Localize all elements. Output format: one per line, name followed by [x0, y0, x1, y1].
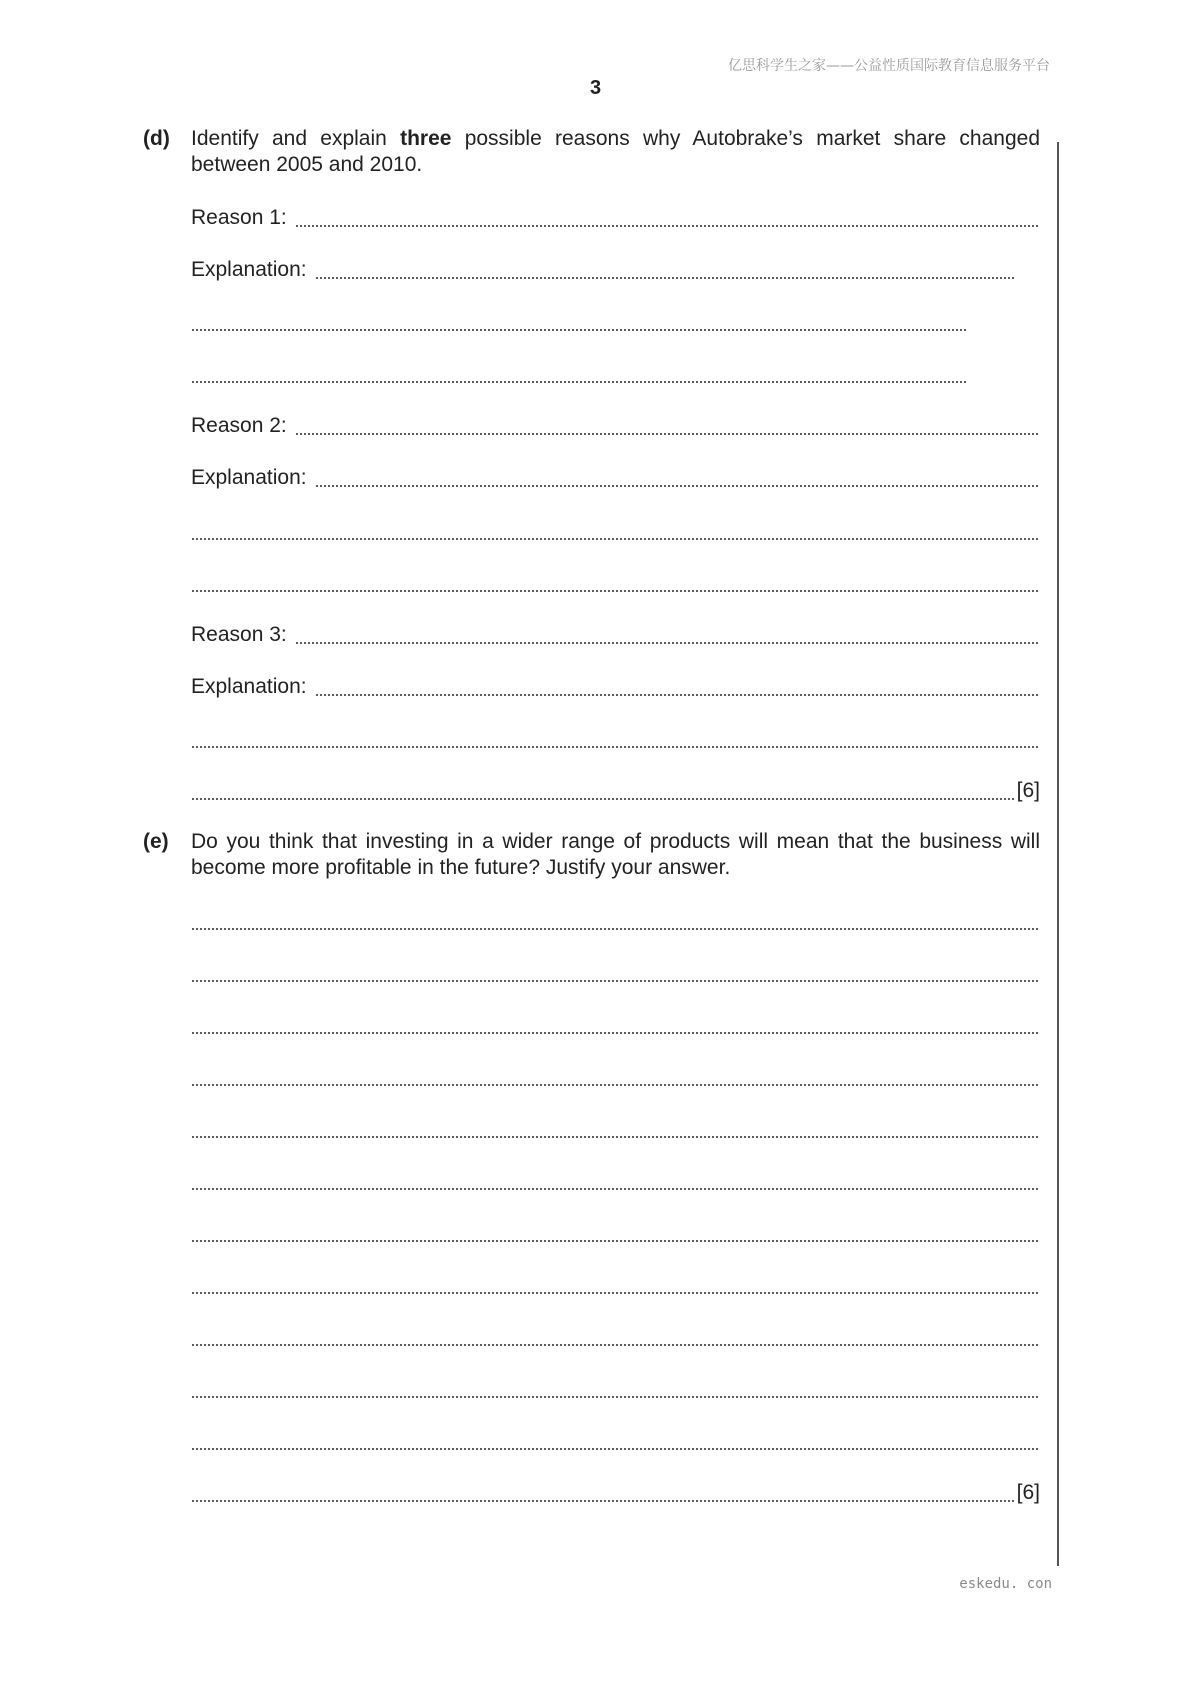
answer-line-with-marks[interactable]	[191, 1480, 1040, 1506]
answer-line[interactable]	[191, 1428, 1040, 1454]
question-d-text-before: Identify and explain	[191, 127, 401, 150]
question-d-label: (d)	[143, 127, 170, 150]
answer-dots	[191, 361, 966, 387]
answer-line[interactable]	[191, 726, 1040, 752]
answer-dots	[315, 674, 1040, 700]
margin-rule	[1057, 142, 1059, 1566]
question-d-text-bold: three	[400, 127, 452, 150]
answer-dots	[191, 778, 1014, 804]
question-e-text: Do you think that investing in a wider range of products will mean that the business will become more profitable in the future? Justify your answer.	[191, 830, 1040, 879]
answer-dots	[191, 1428, 1040, 1454]
answer-line[interactable]	[191, 1064, 1040, 1090]
question-d-text-after: possible reasons why Autobrake’s market share changed between 2005 and 2010.	[191, 127, 1040, 176]
answer-dots	[191, 1116, 1040, 1142]
answer-dots	[295, 205, 1040, 231]
answer-line[interactable]	[191, 309, 966, 335]
answer-dots	[315, 257, 1014, 283]
reason-3-label: Reason 3:	[191, 623, 287, 646]
answer-dots	[191, 960, 1040, 986]
answer-dots	[191, 908, 1040, 934]
answer-line[interactable]	[191, 960, 1040, 986]
watermark-text: 亿思科学生之家——公益性质国际教育信息服务平台	[728, 58, 1050, 74]
answer-dots	[191, 570, 1040, 596]
reason-3-line[interactable]	[191, 622, 1040, 648]
explanation-3-label: Explanation:	[191, 675, 307, 698]
answer-dots	[191, 1220, 1040, 1246]
question-e-label: (e)	[143, 830, 169, 853]
answer-dots	[191, 1272, 1040, 1298]
explanation-1-line[interactable]	[191, 257, 1014, 283]
reason-2-line[interactable]	[191, 413, 1040, 439]
page-number: 3	[589, 77, 602, 99]
answer-line[interactable]	[191, 1324, 1040, 1350]
marks-e: [6]	[1016, 1481, 1040, 1504]
answer-dots	[191, 309, 966, 335]
answer-line[interactable]	[191, 1168, 1040, 1194]
reason-1-line[interactable]	[191, 205, 1040, 231]
answer-line-with-marks[interactable]	[191, 778, 1040, 804]
answer-line[interactable]	[191, 1116, 1040, 1142]
explanation-2-line[interactable]	[191, 465, 1040, 491]
answer-dots	[191, 1376, 1040, 1402]
answer-line[interactable]	[191, 1012, 1040, 1038]
reason-1-label: Reason 1:	[191, 206, 287, 229]
reason-2-label: Reason 2:	[191, 414, 287, 437]
answer-line[interactable]	[191, 361, 966, 387]
answer-line[interactable]	[191, 1272, 1040, 1298]
question-d	[143, 126, 1040, 178]
answer-dots	[295, 413, 1040, 439]
explanation-3-line[interactable]	[191, 674, 1040, 700]
answer-line[interactable]	[191, 518, 1040, 544]
answer-line[interactable]	[191, 1376, 1040, 1402]
answer-dots	[191, 726, 1040, 752]
answer-dots	[191, 518, 1040, 544]
answer-dots	[191, 1168, 1040, 1194]
answer-dots	[295, 622, 1040, 648]
footer-site: eskedu. con	[959, 1576, 1052, 1592]
answer-dots	[191, 1480, 1014, 1506]
question-d-text	[191, 126, 1040, 178]
answer-dots	[191, 1012, 1040, 1038]
answer-dots	[191, 1064, 1040, 1090]
answer-dots	[315, 465, 1040, 491]
marks-d: [6]	[1016, 779, 1040, 802]
explanation-1-label: Explanation:	[191, 258, 307, 281]
explanation-2-label: Explanation:	[191, 466, 307, 489]
answer-line[interactable]	[191, 908, 1040, 934]
question-e	[143, 829, 1040, 881]
answer-dots	[191, 1324, 1040, 1350]
answer-line[interactable]	[191, 570, 1040, 596]
answer-line[interactable]	[191, 1220, 1040, 1246]
